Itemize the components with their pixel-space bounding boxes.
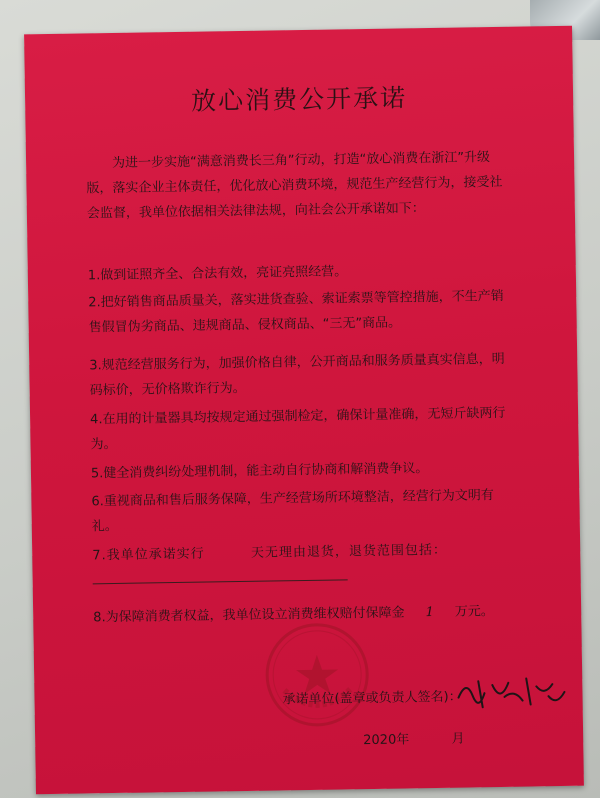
item8-text-start: 8.为保障消费者权益，我单位设立消费维权赔付保障金 [93,605,405,626]
pledge-item-1: 1.做到证照齐全、合法有效，亮证亮照经营。 [87,264,348,284]
pledge-item-6: 6.重视商品和售后服务保障，生产经营场所环境整洁，经营行为文明有礼。 [91,488,494,535]
pledge-item-4: 4.在用的计量器具均按规定通过强制检定，确保计量准确，无短斤缺两行为。 [90,405,506,453]
handwritten-signature [452,666,573,718]
item7-days-blank [210,557,246,558]
pledge-item-5: 5.健全消费纠纷处理机制，能主动自行协商和解消费争议。 [90,461,429,482]
item7-text-end: 天无理由退货，退货范围包括： [250,542,448,561]
item8-text-end: 万元。 [454,604,495,620]
return-scope-line [92,565,347,584]
date-month: 月 [451,731,465,747]
date-year: 2020年 [363,732,410,749]
pledge-date [363,728,465,749]
pledge-item-2: 2.把好销售商品质量关，落实进货查验、索证索票等管控措施，不生产销售假冒伪劣商品、违规商品、侵权商品、“三无”商品。 [88,288,504,336]
company-seal-stamp [261,619,373,731]
guarantee-amount: 1 [425,604,435,621]
item7-text-start: 7.我单位承诺实行 [92,546,205,564]
pledge-item-3: 3.规范经营服务行为，加强价格自律，公开商品和服务质量真实信息，明码标价，无价格欺诈行为。 [89,351,505,399]
intro-paragraph: 为进一步实施“满意消费长三角”行动，打造“放心消费在浙江”升级版，落实企业主体责任，优化放心消费环境，规范生产经营行为，接受社会监督，我单位依据相关法律法规，向社会公开承诺如下： [86,150,503,222]
document-title: 放心消费公开承诺 [190,83,408,116]
pledge-sheet [24,26,584,795]
signer-label: 承诺单位(盖章或负责人签名)： [282,689,462,708]
pledge-item-7 [92,537,521,594]
